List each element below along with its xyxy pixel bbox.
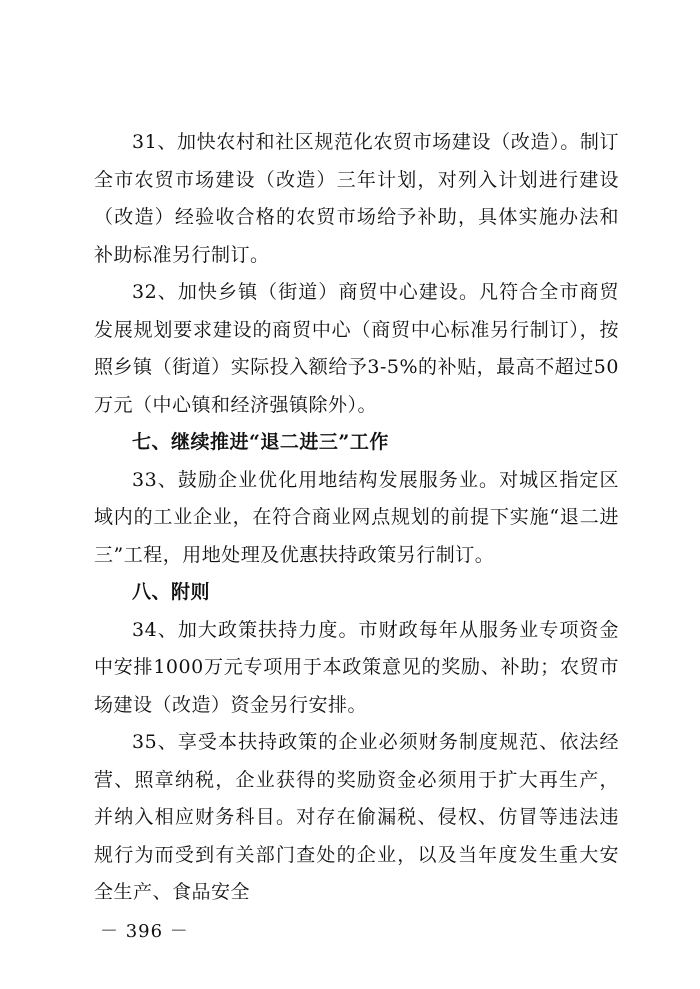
paragraph-31: 31、加快农村和社区规范化农贸市场建设（改造）。制订全市农贸市场建设（改造）三年计划，对列入计划进行建设（改造）经验收合格的农贸市场给予补助，具体实施办法和补助标准另行制订。 bbox=[94, 131, 619, 266]
paragraph-34: 34、加大政策扶持力度。市财政每年从服务业专项资金中安排1000万元专项用于本政策意见的奖励、补助；农贸市场建设（改造）资金另行安排。 bbox=[94, 618, 619, 716]
paragraph-35: 35、享受本扶持政策的企业必须财务制度规范、依法经营、照章纳税，企业获得的奖励资金必须用于扩大再生产，并纳入相应财务科目。对存在偷漏税、侵权、仿冒等违法违规行为而受到有关部门查处的企业，以及当年度发生重大安全生产、食品安全 bbox=[94, 731, 619, 903]
paragraph-33: 33、鼓励企业优化用地结构发展服务业。对城区指定区域内的工业企业，在符合商业网点规划的前提下实施“退二进三”工程，用地处理及优惠扶持政策另行制订。 bbox=[94, 468, 619, 566]
page-number: － 396 － bbox=[100, 921, 189, 942]
paragraph-32: 32、加快乡镇（街道）商贸中心建设。凡符合全市商贸发展规划要求建设的商贸中心（商贸中心标准另行制订），按照乡镇（街道）实际投入额给予3-5%的补贴，最高不超过50万元（中心镇和经济强镇除外）。 bbox=[94, 281, 619, 416]
document-body bbox=[94, 124, 619, 912]
section-heading-8: 八、附则 bbox=[132, 581, 211, 603]
section-heading-7: 七、继续推进“退二进三”工作 bbox=[132, 431, 389, 453]
